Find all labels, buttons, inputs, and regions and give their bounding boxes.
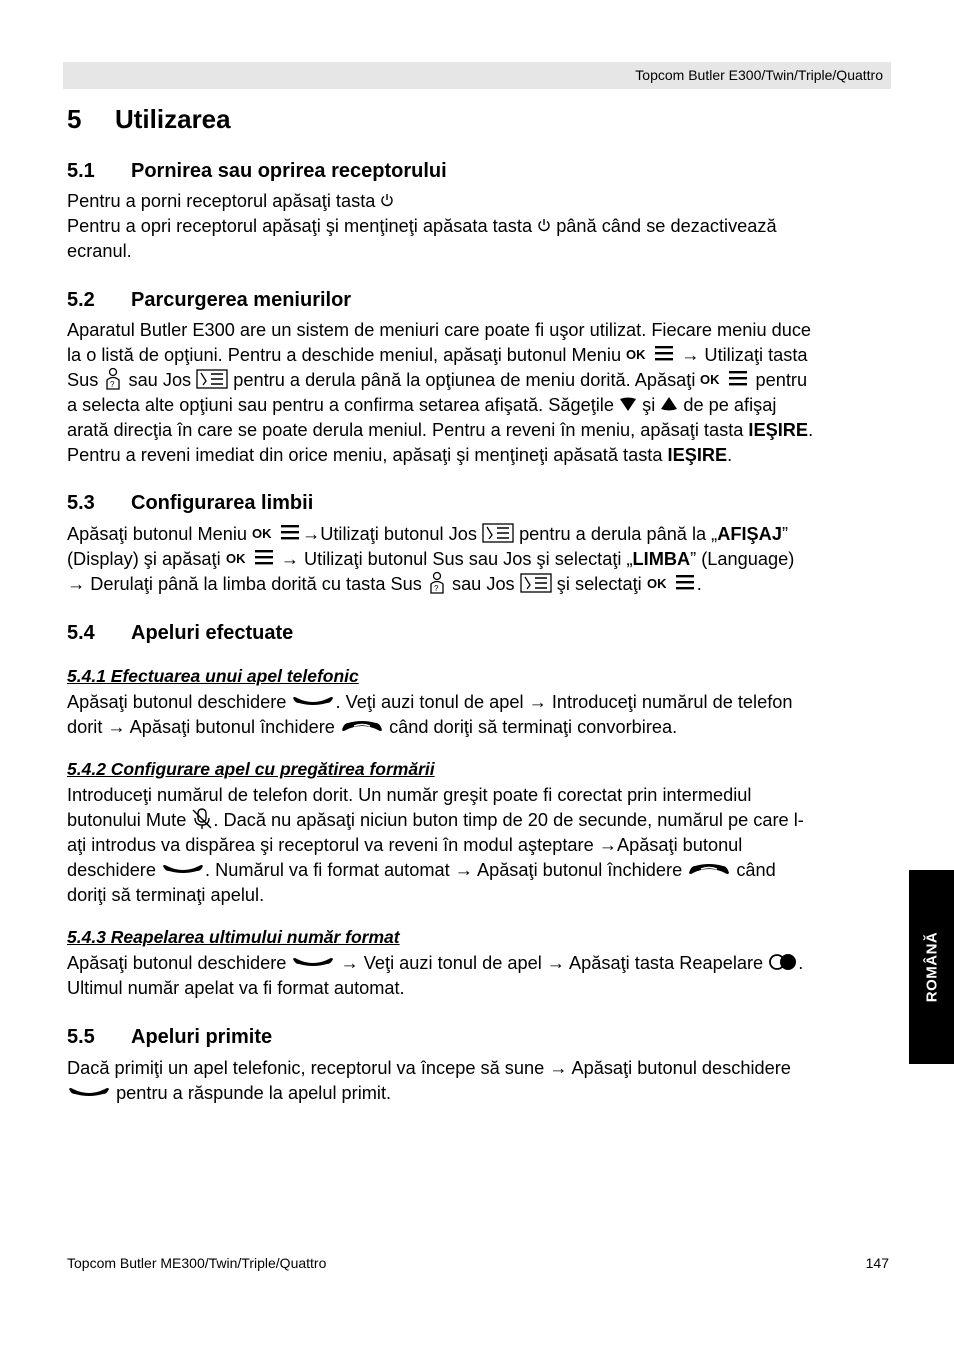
text: . Veţi auzi tonul de apel → Introduceţi numărul de telefon (335, 692, 793, 712)
text: dorit → Apăsaţi butonul închidere (67, 717, 335, 737)
svg-text:OK: OK (646, 576, 667, 592)
subsection-title: Parcurgerea meniurilor (131, 289, 352, 311)
footer-model: Topcom Butler ME300/Twin/Triple/Quattro (67, 1255, 327, 1271)
power-icon (537, 218, 551, 232)
text: → Veţi auzi tonul de apel → Apăsaţi tasta Reapelare (340, 953, 764, 973)
text: . Numărul va fi format automat → Apăsaţi butonul închidere (205, 860, 683, 880)
down-key-icon (520, 573, 552, 593)
paragraph-5-5 (67, 1056, 893, 1106)
svg-text:OK: OK (225, 551, 246, 567)
text: deschidere (67, 860, 156, 880)
text: Sus (67, 370, 99, 390)
menu-label-limba: LIMBA (632, 549, 691, 569)
text: . (727, 445, 733, 465)
subsubsection-heading-5-4-2: 5.4.2 Configurare apel cu pregătirea formării (67, 759, 435, 779)
text: Pentru a reveni imediat din orice meniu, apăsaţi şi menţineţi apăsată tasta (67, 445, 663, 465)
text: . (798, 953, 804, 973)
mute-icon (191, 808, 213, 830)
text: →Utilizaţi butonul Jos (302, 524, 477, 544)
key-label-iesire: IEŞIRE (748, 420, 809, 440)
text: sau Jos (128, 370, 192, 390)
subsubsection-heading-5-4-3: 5.4.3 Reapelarea ultimului număr format (67, 927, 400, 947)
text: doriţi să terminaţi apelul. (67, 885, 265, 905)
subsection-heading-5-5 (67, 1026, 272, 1049)
text: Pentru a opri receptorul apăsaţi şi menţineţi apăsata tasta (67, 216, 533, 236)
subsection-number: 5.3 (67, 492, 95, 514)
language-tab (909, 870, 954, 1064)
text: → Utilizaţi butonul Sus sau Jos şi selectaţi „ (280, 549, 633, 569)
text: Aparatul Butler E300 are un sistem de meniuri care poate fi uşor utilizat. Fiecare meniu duce (67, 320, 812, 340)
text: Ultimul număr apelat va fi format automat. (67, 978, 405, 998)
paragraph-5-2 (67, 318, 893, 468)
text: Apăsaţi butonul deschidere (67, 953, 287, 973)
svg-text:OK: OK (252, 526, 272, 542)
page-number: 147 (865, 1255, 889, 1271)
power-icon (380, 193, 394, 207)
subsection-heading-5-1 (67, 160, 447, 183)
svg-text:OK: OK (626, 347, 646, 363)
arrow-down-icon (619, 396, 637, 412)
paragraph-5-4-1 (67, 690, 893, 740)
subsection-title: Pornirea sau oprirea receptorului (131, 160, 447, 182)
text: pentru a răspunde la apelul primit. (116, 1083, 392, 1103)
text: a selecta alte opţiuni sau pentru a confirma setarea afişată. Săgeţile (67, 395, 614, 415)
text: de pe afişaj (683, 395, 777, 415)
text: . (808, 420, 814, 440)
text: pentru a derula până la opţiunea de meniu dorită. Apăsaţi (233, 370, 696, 390)
ok-menu-icon (226, 548, 276, 568)
call-button-icon (291, 694, 335, 708)
text: la o listă de opţiuni. Pentru a deschide meniul, apăsaţi butonul Meniu (67, 345, 622, 365)
text: Introduceţi numărul de telefon dorit. Un număr greşit poate fi corectat prin intermediul (67, 785, 752, 805)
text: şi (642, 395, 656, 415)
language-tab-label: ROMÂNĂ (923, 931, 940, 1003)
subsection-heading-5-3 (67, 492, 313, 515)
text: → Derulaţi până la limba dorită cu tasta Sus (67, 574, 422, 594)
paragraph-5-4-3 (67, 951, 893, 1001)
text: (Display) şi apăsaţi (67, 549, 221, 569)
text: pentru (755, 370, 808, 390)
text: butonului Mute (67, 810, 187, 830)
up-key-icon (427, 571, 447, 595)
svg-text:?: ? (110, 380, 115, 390)
text: → Utilizaţi tasta (681, 345, 808, 365)
subsection-title: Apeluri primite (131, 1026, 273, 1048)
text: când doriţi să terminaţi convorbirea. (389, 717, 678, 737)
text: ” (Language) (690, 549, 795, 569)
paragraph-5-4-2 (67, 783, 893, 908)
text: şi selectaţi (556, 574, 642, 594)
ok-menu-icon (700, 369, 750, 389)
header-title: Topcom Butler E300/Twin/Triple/Quattro (635, 67, 883, 83)
ok-menu-icon (647, 573, 697, 593)
hangup-button-icon (687, 861, 731, 877)
subsection-number: 5.2 (67, 289, 95, 311)
subsubsection-heading-5-4-1: 5.4.1 Efectuarea unui apel telefonic (67, 666, 359, 686)
svg-text:OK: OK (700, 372, 720, 388)
up-key-icon (103, 367, 123, 391)
subsection-number: 5.4 (67, 622, 95, 644)
ok-menu-icon (252, 523, 302, 543)
paragraph-5-3 (67, 522, 893, 597)
text: pentru a derula până la „ (519, 524, 718, 544)
text: până când se dezactivează (556, 216, 777, 236)
section-title: Utilizarea (115, 104, 231, 134)
paragraph-5-1 (67, 189, 893, 264)
text: Dacă primiţi un apel telefonic, receptorul va începe să sune → Apăsaţi butonul deschidere (67, 1058, 791, 1078)
section-heading (67, 104, 231, 135)
text: Apăsaţi butonul Meniu (67, 524, 247, 544)
text: sau Jos (451, 574, 515, 594)
text: aţi introdus va dispărea şi receptorul va reveni în modul aşteptare →Apăsaţi butonul (67, 835, 743, 855)
subsection-title: Apeluri efectuate (131, 622, 294, 644)
text: . Dacă nu apăsaţi niciun buton timp de 20 de secunde, numărul pe care l- (213, 810, 804, 830)
menu-label-afisaj: AFIŞAJ (717, 524, 782, 544)
arrow-up-icon (660, 396, 678, 412)
subsection-heading-5-2 (67, 289, 351, 312)
subsection-title: Configurarea limbii (131, 492, 314, 514)
text: ” (781, 524, 788, 544)
call-button-icon (67, 1085, 111, 1099)
text: Pentru a porni receptorul apăsaţi tasta (67, 191, 376, 211)
subsection-number: 5.1 (67, 160, 95, 182)
down-key-icon (196, 369, 228, 389)
text: Apăsaţi butonul deschidere (67, 692, 287, 712)
text: când (736, 860, 776, 880)
call-button-icon (161, 862, 205, 876)
page-header (63, 62, 891, 89)
ok-menu-icon (626, 344, 676, 364)
text: . (696, 574, 702, 594)
text: arată direcţia în care se poate derula meniul. Pentru a reveni în meniu, apăsaţi tasta (67, 420, 744, 440)
down-key-icon (482, 523, 514, 543)
key-label-iesire: IEŞIRE (667, 445, 728, 465)
hangup-button-icon (340, 718, 384, 734)
call-button-icon (291, 955, 335, 969)
subsection-heading-5-4 (67, 622, 293, 645)
svg-text:?: ? (433, 584, 439, 594)
subsection-number: 5.5 (67, 1026, 95, 1048)
section-number: 5 (67, 104, 82, 134)
redial-icon (768, 953, 798, 971)
text: ecranul. (67, 241, 132, 261)
